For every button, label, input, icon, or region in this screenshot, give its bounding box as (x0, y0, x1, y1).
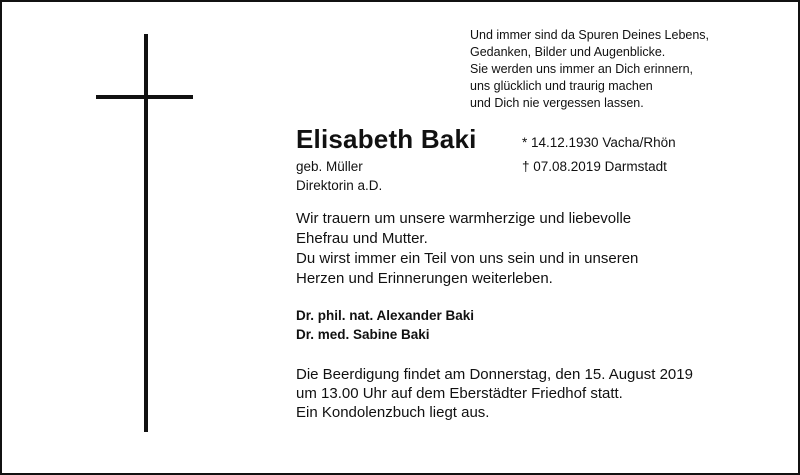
funeral-line: Die Beerdigung findet am Donnerstag, den 15. August 2019 (296, 366, 693, 383)
mourning-line: Wir trauern um unsere warmherzige und liebevolle (296, 210, 632, 227)
cross-horizontal-bar (96, 95, 193, 99)
death-info: † 07.08.2019 Darmstadt (522, 159, 667, 174)
mourning-line: Ehefrau und Mutter. (296, 230, 428, 247)
maiden-name: geb. Müller (296, 159, 363, 174)
poem-line: Gedanken, Bilder und Augenblicke. (470, 45, 666, 59)
poem-line: Und immer sind da Spuren Deines Lebens, (470, 28, 710, 42)
signers (296, 306, 474, 344)
funeral-info (296, 365, 693, 422)
deceased-title: Direktorin a.D. (296, 178, 383, 193)
signer-name: Dr. phil. nat. Alexander Baki (296, 308, 475, 323)
poem-line: Sie werden uns immer an Dich erinnern, (470, 62, 694, 76)
poem-line: und Dich nie vergessen lassen. (470, 96, 644, 110)
mourning-line: Du wirst immer ein Teil von uns sein und in unseren (296, 250, 639, 267)
deceased-name: Elisabeth Baki (296, 124, 477, 154)
mourning-line: Herzen und Erinnerungen weiterleben. (296, 270, 553, 287)
signer-name: Dr. med. Sabine Baki (296, 327, 430, 342)
poem (470, 27, 709, 112)
funeral-line: um 13.00 Uhr auf dem Eberstädter Friedhof statt. (296, 385, 623, 402)
birth-info: * 14.12.1930 Vacha/Rhön (522, 135, 676, 150)
poem-line: uns glücklich und traurig machen (470, 79, 653, 93)
mourning-text (296, 209, 638, 289)
funeral-line: Ein Kondolenzbuch liegt aus. (296, 404, 490, 421)
cross-vertical-bar (144, 34, 148, 432)
